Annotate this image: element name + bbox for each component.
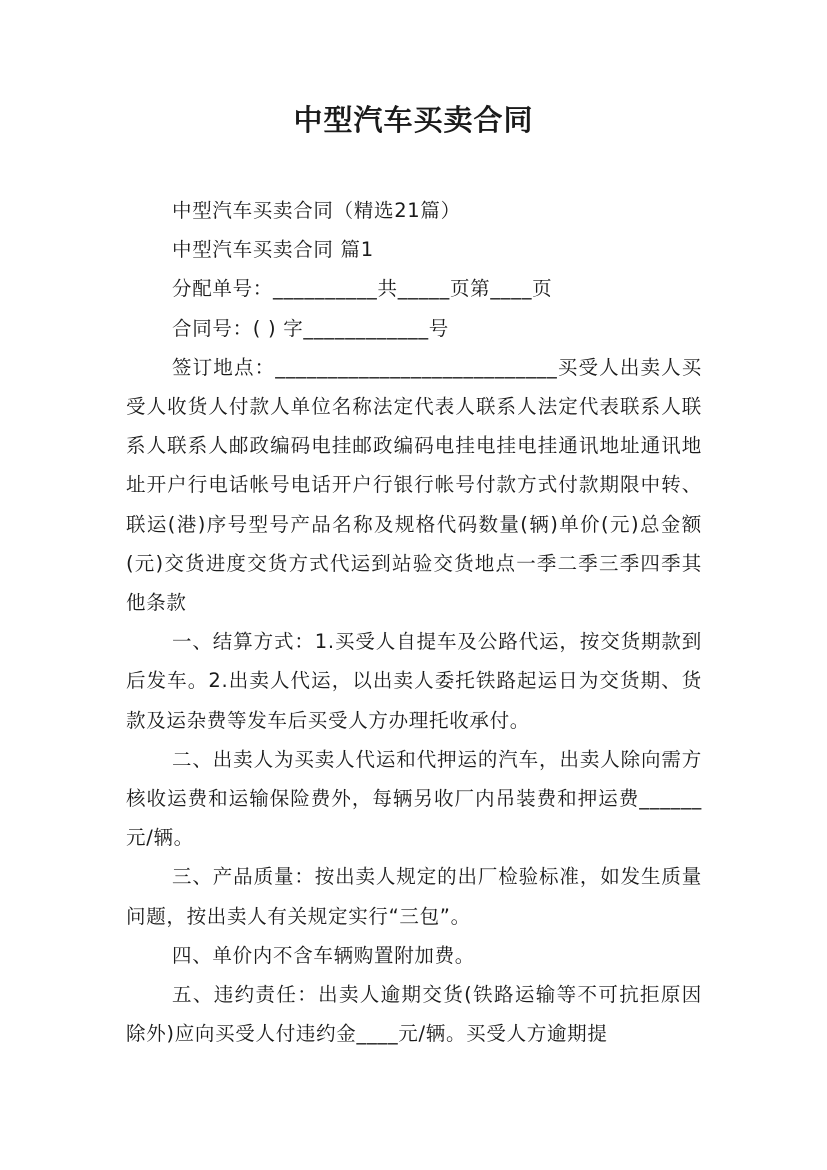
paragraph-subtitle: 中型汽车买卖合同（精选21篇） [172, 199, 461, 222]
paragraph-section-heading: 中型汽车买卖合同 篇1 [172, 238, 374, 262]
paragraph-signing-place: 签订地点：___________________________买受人出卖人买受人收货人付款人单位名称法定代表人联系人法定代表联系人联系人联系人邮政编码电挂邮政编码电挂电挂电挂通讯地址通讯地址开户行电话帐号电话开户行银行帐号付款方式付款期限中转、联运(港)序号型号产品名称及规格代码数量(辆)单价(元)总金额(元)交货进度交货方式代运到站验交货地点一季二季三季四季其他条款 [126, 355, 702, 615]
document-title: 中型汽车买卖合同 [293, 103, 534, 137]
document-body [126, 191, 702, 1053]
paragraph-price-note: 四、单价内不含车辆购置附加费。 [172, 943, 476, 967]
paragraph-quality: 三、产品质量：按出卖人规定的出厂检验标准，如发生质量问题，按出卖人有关规定实行“三包”。 [126, 865, 702, 928]
paragraph-liability: 五、违约责任：出卖人逾期交货(铁路运输等不可抗拒原因除外)应向买受人付违约金____元/辆。买受人方逾期提 [126, 983, 702, 1046]
paragraph-delivery-fees: 二、出卖人为买卖人代运和代押运的汽车，出卖人除向需方核收运费和运输保险费外，每辆另收厂内吊装费和押运费______元/辆。 [126, 747, 702, 850]
paragraph-allocation-number: 分配单号：__________共_____页第____页 [172, 277, 553, 301]
paragraph-contract-number: 合同号：( ) 字____________号 [172, 316, 450, 340]
paragraph-settlement: 一、结算方式：1.买受人自提车及公路代运，按交货期款到后发车。2.出卖人代运，以出卖人委托铁路起运日为交货期、货款及运杂费等发车后买受人方办理托收承付。 [126, 630, 702, 732]
